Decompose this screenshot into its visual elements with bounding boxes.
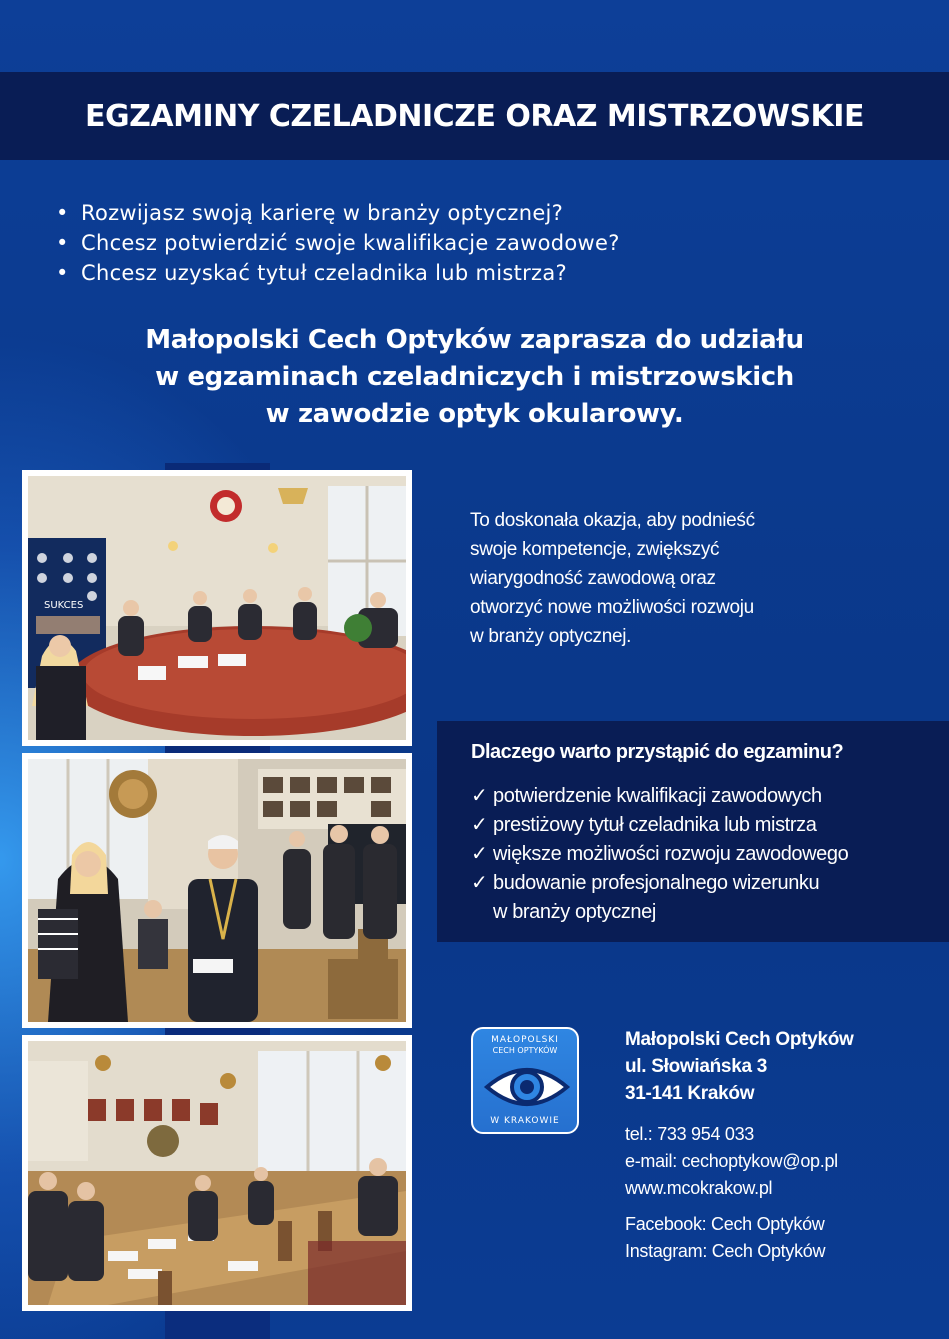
invitation-line: w egzaminach czeladniczych i mistrzowskich bbox=[155, 362, 794, 392]
photo-ceremony bbox=[22, 753, 412, 1028]
checkmark-icon: ✓ bbox=[471, 843, 488, 865]
benefits-box bbox=[437, 721, 949, 942]
banner-text: SUKCES bbox=[44, 600, 84, 611]
benefit-item bbox=[471, 869, 949, 927]
checkmark-icon: ✓ bbox=[471, 785, 488, 807]
benefit-item bbox=[471, 840, 949, 869]
question-item: • Chcesz uzyskać tytuł czeladnika lub mistrza? bbox=[56, 258, 756, 288]
benefit-item bbox=[471, 782, 949, 811]
page-title: EGZAMINY CZELADNICZE ORAZ MISTRZOWSKIE bbox=[85, 98, 864, 134]
benefits-list bbox=[471, 782, 949, 927]
checkmark-icon: ✓ bbox=[471, 814, 488, 836]
opportunity-line: w branży optycznej. bbox=[470, 626, 632, 647]
benefit-text: budowanie profesjonalnego wizerunku bbox=[493, 872, 820, 894]
facebook-link: Facebook: Cech Optyków bbox=[625, 1214, 825, 1234]
website-link: www.mcokrakow.pl bbox=[625, 1178, 773, 1198]
benefit-text: prestiżowy tytuł czeladnika lub mistrza bbox=[493, 814, 817, 836]
contact-block bbox=[625, 1026, 935, 1265]
opportunity-line: otworzyć nowe możliwości rozwoju bbox=[470, 597, 754, 618]
opportunity-line: swoje kompetencje, zwiększyć bbox=[470, 539, 720, 560]
benefits-heading: Dlaczego warto przystąpić do egzaminu? bbox=[471, 741, 844, 763]
question-list bbox=[56, 198, 756, 288]
city-address: 31-141 Kraków bbox=[625, 1083, 755, 1104]
instagram-link: Instagram: Cech Optyków bbox=[625, 1241, 826, 1261]
opportunity-text bbox=[470, 506, 910, 651]
photo-exam-hall bbox=[22, 1035, 412, 1311]
organization-name: Małopolski Cech Optyków bbox=[625, 1029, 854, 1050]
logo-bottom-text: W KRAKOWIE bbox=[490, 1116, 560, 1126]
phone-number: tel.: 733 954 033 bbox=[625, 1124, 755, 1144]
photo-exam-committee-image bbox=[28, 476, 406, 740]
title-band bbox=[0, 72, 949, 160]
logo-middle-text: CECH OPTYKÓW bbox=[492, 1046, 558, 1055]
question-item: • Rozwijasz swoją karierę w branży optycznej? bbox=[56, 198, 756, 228]
invitation-line: w zawodzie optyk okularowy. bbox=[265, 399, 684, 429]
benefit-item bbox=[471, 811, 949, 840]
email-address: e-mail: cechoptykow@op.pl bbox=[625, 1151, 838, 1171]
checkmark-icon: ✓ bbox=[471, 872, 488, 894]
eye-icon bbox=[483, 1059, 571, 1115]
guild-logo bbox=[471, 1027, 579, 1134]
question-item: • Chcesz potwierdzić swoje kwalifikacje zawodowe? bbox=[56, 228, 756, 258]
benefit-text: większe możliwości rozwoju zawodowego bbox=[493, 843, 849, 865]
photo-exam-hall-image bbox=[28, 1041, 406, 1305]
invitation-text bbox=[0, 322, 949, 433]
opportunity-line: To doskonała okazja, aby podnieść bbox=[470, 510, 755, 531]
photo-exam-committee bbox=[22, 470, 412, 746]
benefit-text-continuation: w branży optycznej bbox=[493, 901, 656, 923]
opportunity-line: wiarygodność zawodową oraz bbox=[470, 568, 716, 589]
street-address: ul. Słowiańska 3 bbox=[625, 1056, 767, 1077]
invitation-line: Małopolski Cech Optyków zaprasza do udziału bbox=[145, 325, 804, 355]
photo-ceremony-image bbox=[28, 759, 406, 1022]
benefit-text: potwierdzenie kwalifikacji zawodowych bbox=[493, 785, 822, 807]
logo-top-text: MAŁOPOLSKI bbox=[491, 1035, 559, 1045]
